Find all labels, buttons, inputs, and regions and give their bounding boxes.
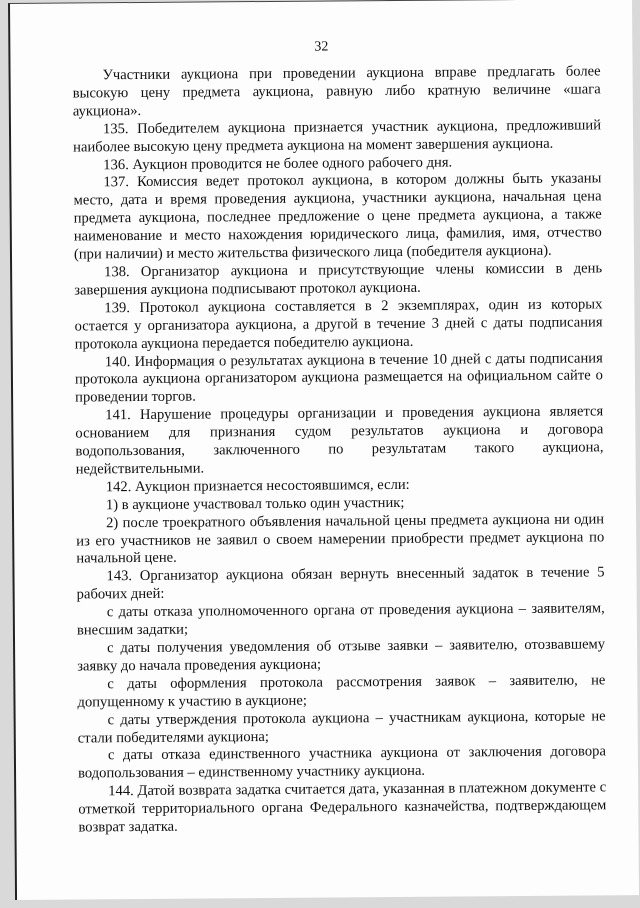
paragraph-137: 137. Комиссия ведет протокол аукциона, в котором должны быть указаны место, дата и время проведения аукциона, участники аукциона, начальная цена предмета аукциона, последнее предложение о цене предмета аукциона, а также наименование и место нахождения юридического лица, фамилия, имя, отчество (при наличии) и место жительства физического лица (победителя аукциона). (73, 170, 602, 263)
list-item-143-3: с даты оформления протокола рассмотрения заявок – заявителю, не допущенному к участию в аукционе; (77, 672, 606, 711)
paragraph-135: 135. Победителем аукциона признается участник аукциона, предложивший наиболее высокую цену предмета аукциона на момент завершения аукциона. (73, 117, 602, 156)
body-text (73, 63, 607, 837)
paragraph-141: 141. Нарушение процедуры организации и проведения аукциона является основанием для признания судом результатов аукциона и договора водопользования, заключенного по результатам такого аукциона, недействительными. (75, 403, 604, 478)
paragraph-142: 142. Аукцион признается несостоявшимся, если: (105, 476, 410, 496)
paragraph-144: 144. Датой возврата задатка считается дата, указанная в платежном документе с отметкой территориального органа Федерального казначейства, подтверждающем возврат задатка. (78, 779, 607, 836)
list-item-143-1: с даты отказа уполномоченного органа от проведения аукциона – заявителям, внесшим задатки; (76, 600, 605, 639)
list-item-142-2: 2) после троекратного объявления начальной цены предмета аукциона ни один из его участников не заявил о своем намерении приобрести предмет аукциона по начальной цене. (76, 510, 605, 567)
list-item-143-2: с даты получения уведомления об отзыве заявки – заявителю, отозвавшему заявку до начала проведения аукциона; (77, 636, 606, 675)
paragraph-136: 136. Аукцион проводится не более одного рабочего дня. (103, 154, 453, 173)
list-item-143-5: с даты отказа единственного участника аукциона от заключения договора водопользования – единственному участнику аукциона. (77, 743, 606, 782)
list-item-142-1: 1) в аукционе участвовал только один участник; (105, 494, 405, 513)
list-item-143-4: с даты утверждения протокола аукциона – участникам аукциона, которые не стали победителями аукциона; (77, 707, 606, 747)
paragraph-138: 138. Организатор аукциона и присутствующие члены комиссии в день завершения аукциона подписывают протокол аукциона. (74, 260, 603, 299)
paragraph-intro: Участники аукциона при проведении аукциона вправе предлагать более высокую цену предмета аукциона, равную либо кратную величине «шага аукциона». (72, 63, 601, 120)
paragraph-139: 139. Протокол аукциона составляется в 2 экземплярах, один из которых остается у организатора аукциона, а другой в течение 3 дней с даты подписания протокола аукциона передается победителю аукциона. (74, 296, 603, 353)
page-number: 32 (314, 39, 329, 55)
document-page (8, 0, 639, 900)
paragraph-140: 140. Информация о результатах аукциона в течение 10 дней с даты подписания протокола аукциона организатором аукциона размещается на официальном сайте о проведении торгов. (74, 349, 604, 406)
paragraph-143: 143. Организатор аукциона обязан вернуть внесенный задаток в течение 5 рабочих дней: (76, 564, 605, 603)
